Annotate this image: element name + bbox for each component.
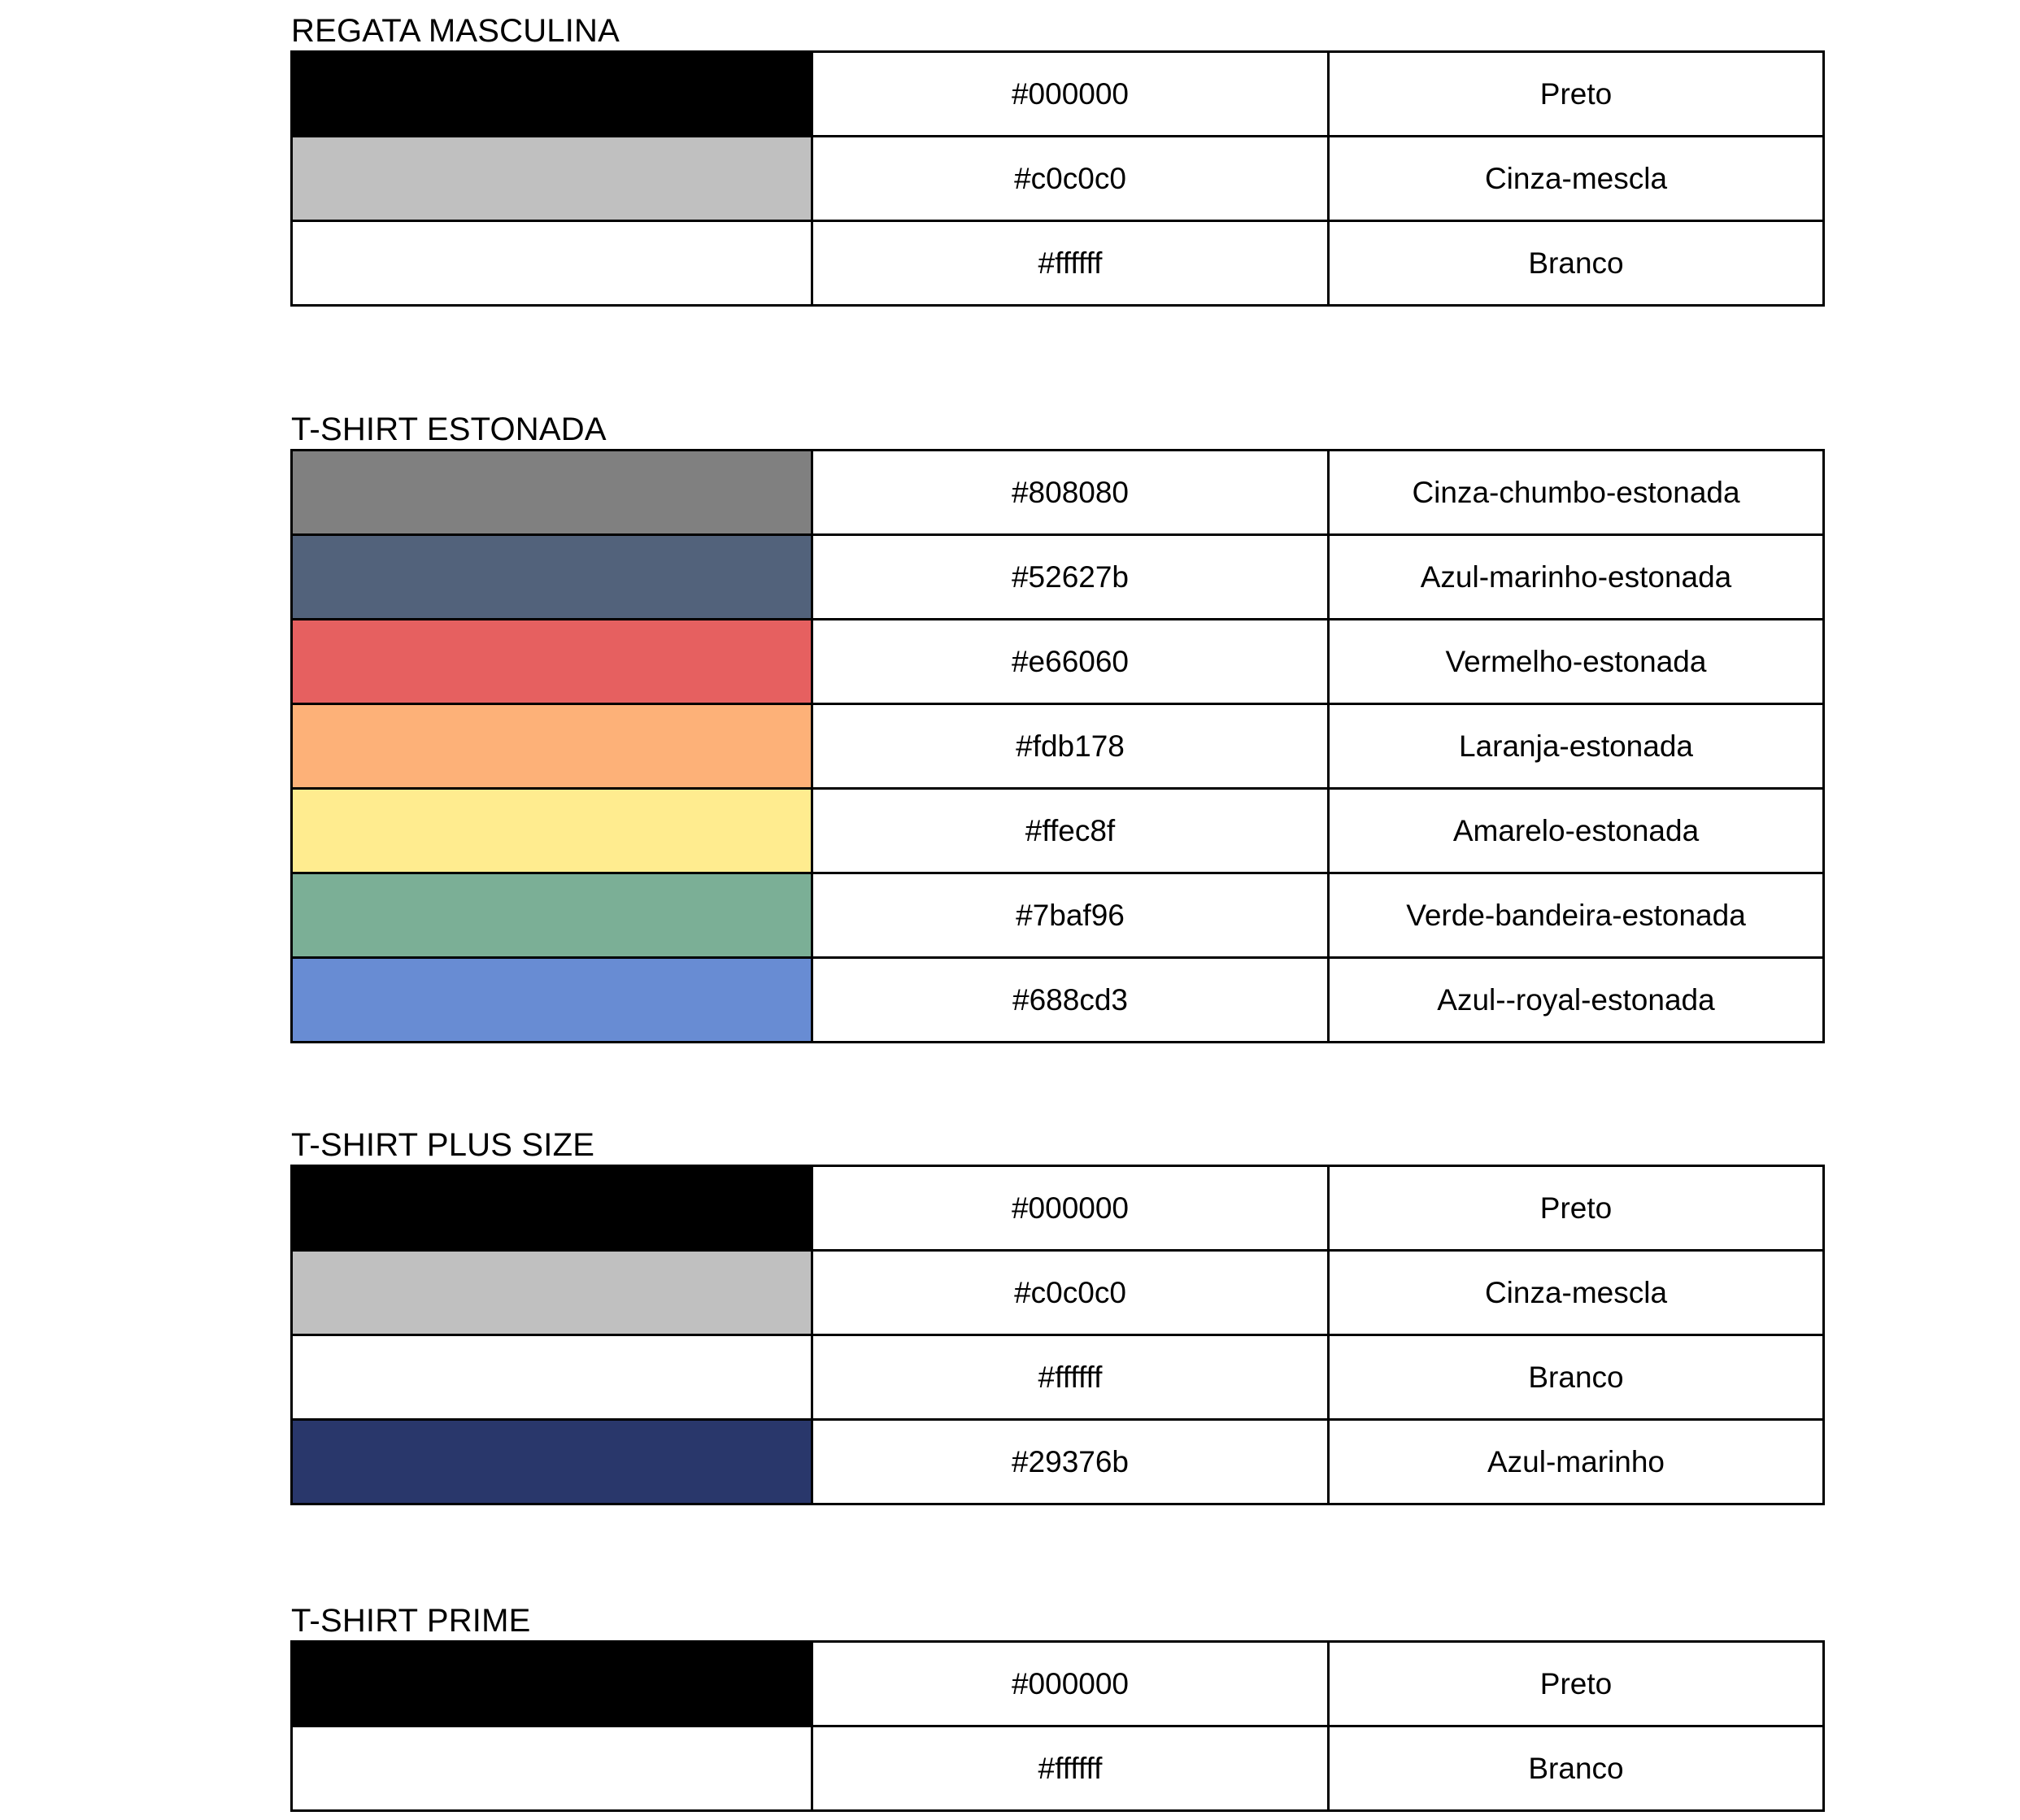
color-swatch (293, 705, 811, 787)
color-hex-cell: #52627b (812, 535, 1329, 620)
color-hex-cell: #000000 (812, 1642, 1329, 1726)
table-row (292, 1420, 1824, 1504)
color-table (290, 1165, 1825, 1505)
color-name-cell: Cinza-mescla (1329, 137, 1824, 221)
color-swatch (293, 53, 811, 135)
color-swatch-cell (292, 1726, 812, 1811)
table-row (292, 52, 1824, 137)
color-name-cell: Branco (1329, 221, 1824, 306)
color-table (290, 50, 1825, 307)
color-swatch-cell (292, 789, 812, 873)
color-swatch (293, 137, 811, 220)
color-name-cell: Cinza-mescla (1329, 1251, 1824, 1335)
color-hex-cell: #000000 (812, 52, 1329, 137)
table-row (292, 451, 1824, 535)
table-row (292, 535, 1824, 620)
color-hex-cell: #c0c0c0 (812, 1251, 1329, 1335)
color-swatch (293, 959, 811, 1041)
color-swatch (293, 1252, 811, 1334)
color-hex-cell: #ffffff (812, 1726, 1329, 1811)
color-hex-cell: #c0c0c0 (812, 137, 1329, 221)
color-swatch-cell (292, 1642, 812, 1726)
color-name-cell: Preto (1329, 52, 1824, 137)
section-title: T-SHIRT PRIME (291, 1603, 531, 1639)
table-row (292, 1335, 1824, 1420)
color-hex-cell: #29376b (812, 1420, 1329, 1504)
color-hex-cell: #ffec8f (812, 789, 1329, 873)
color-swatch (293, 1643, 811, 1725)
color-name-cell: Verde-bandeira-estonada (1329, 873, 1824, 958)
table-row (292, 620, 1824, 704)
color-name-cell: Amarelo-estonada (1329, 789, 1824, 873)
table-row (292, 1166, 1824, 1251)
section-title: T-SHIRT PLUS SIZE (291, 1127, 595, 1163)
color-hex-cell: #7baf96 (812, 873, 1329, 958)
color-swatch-cell (292, 52, 812, 137)
color-swatch (293, 1336, 811, 1418)
table-row (292, 137, 1824, 221)
table-row (292, 1251, 1824, 1335)
table-row (292, 958, 1824, 1043)
color-swatch-cell (292, 704, 812, 789)
color-name-cell: Azul-marinho (1329, 1420, 1824, 1504)
color-name-cell: Branco (1329, 1335, 1824, 1420)
color-swatch (293, 1421, 811, 1503)
color-table (290, 449, 1825, 1043)
color-swatch-cell (292, 535, 812, 620)
color-swatch-cell (292, 1420, 812, 1504)
color-swatch (293, 874, 811, 956)
color-hex-cell: #e66060 (812, 620, 1329, 704)
color-name-cell: Azul-marinho-estonada (1329, 535, 1824, 620)
color-name-cell: Laranja-estonada (1329, 704, 1824, 789)
color-name-cell: Branco (1329, 1726, 1824, 1811)
color-swatch (293, 222, 811, 304)
table-row (292, 789, 1824, 873)
section-title: REGATA MASCULINA (291, 13, 620, 49)
color-swatch-cell (292, 137, 812, 221)
color-swatch-cell (292, 1251, 812, 1335)
table-row (292, 704, 1824, 789)
color-hex-cell: #fdb178 (812, 704, 1329, 789)
section-title: T-SHIRT ESTONADA (291, 411, 607, 447)
color-swatch (293, 451, 811, 533)
color-hex-cell: #808080 (812, 451, 1329, 535)
color-swatch (293, 536, 811, 618)
color-swatch-cell (292, 1335, 812, 1420)
color-hex-cell: #ffffff (812, 221, 1329, 306)
color-name-cell: Azul--royal-estonada (1329, 958, 1824, 1043)
color-hex-cell: #000000 (812, 1166, 1329, 1251)
color-name-cell: Vermelho-estonada (1329, 620, 1824, 704)
color-swatch-cell (292, 451, 812, 535)
color-swatch (293, 1167, 811, 1249)
color-swatch-cell (292, 221, 812, 306)
color-swatch-cell (292, 620, 812, 704)
color-swatch-cell (292, 1166, 812, 1251)
color-hex-cell: #ffffff (812, 1335, 1329, 1420)
color-swatch (293, 1727, 811, 1809)
color-swatch-cell (292, 958, 812, 1043)
table-row (292, 1642, 1824, 1726)
table-row (292, 221, 1824, 306)
color-hex-cell: #688cd3 (812, 958, 1329, 1043)
color-table (290, 1640, 1825, 1812)
color-swatch (293, 790, 811, 872)
color-swatch (293, 620, 811, 703)
table-row (292, 873, 1824, 958)
color-name-cell: Preto (1329, 1642, 1824, 1726)
color-name-cell: Cinza-chumbo-estonada (1329, 451, 1824, 535)
color-name-cell: Preto (1329, 1166, 1824, 1251)
color-swatch-cell (292, 873, 812, 958)
table-row (292, 1726, 1824, 1811)
